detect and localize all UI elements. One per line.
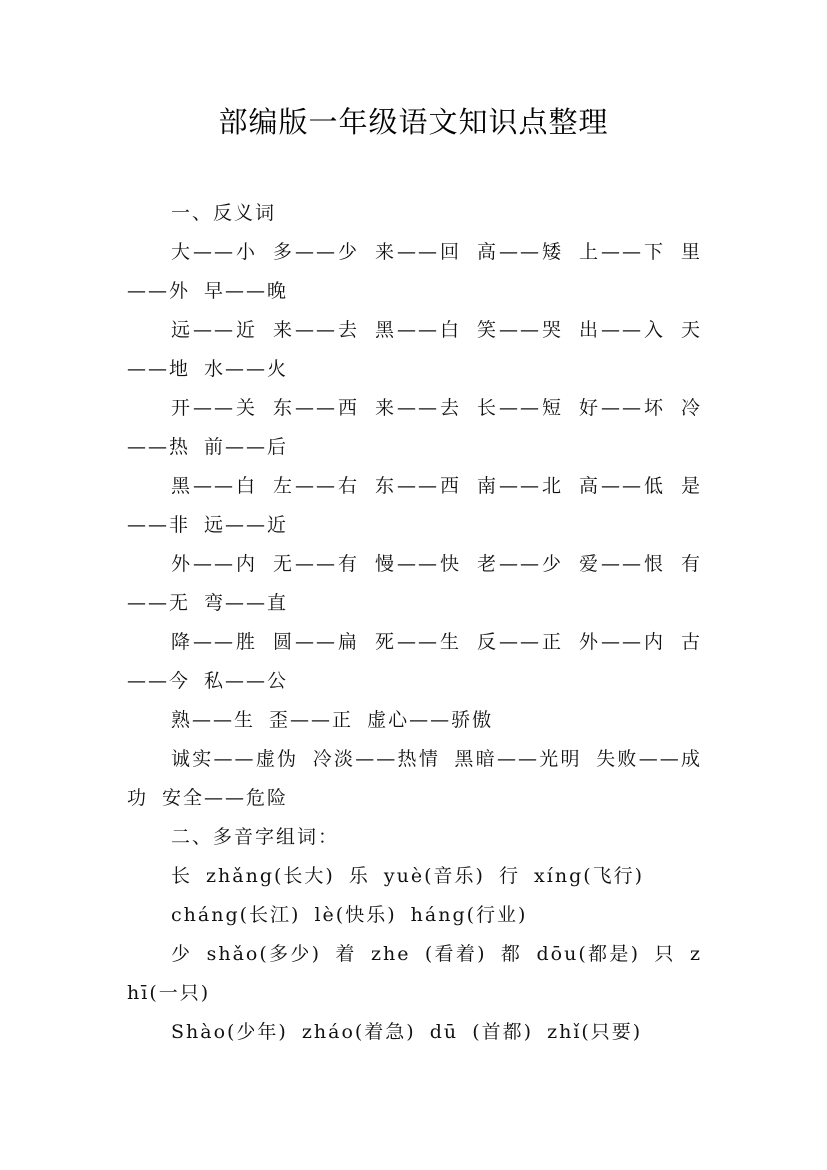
document-body	[127, 194, 702, 1052]
antonym-paragraph: 开——关 东——西 来——去 长——短 好——坏 冷——热 前——后	[127, 397, 702, 458]
antonym-paragraph: 大——小 多——少 来——回 高——矮 上——下 里——外 早——晚	[127, 241, 702, 302]
antonym-paragraph: 降——胜 圆——扁 死——生 反——正 外——内 古——今 私——公	[127, 631, 702, 692]
section-heading-polyphones: 二、多音字组词：	[171, 826, 340, 848]
antonym-paragraph: 诚实——虚伪 冷淡——热情 黑暗——光明 失败——成功 安全——危险	[127, 748, 702, 809]
document-title: 部编版一年级语文知识点整理	[218, 105, 609, 139]
antonym-paragraph: 黑——白 左——右 东——西 南——北 高——低 是——非 远——近	[127, 475, 702, 536]
polyphone-paragraph: 长 zhǎng(长大) 乐 yuè(音乐) 行 xíng(飞行)	[171, 865, 645, 887]
polyphone-paragraph: Shào(少年) zháo(着急) dū (首都) zhǐ(只要)	[171, 1021, 643, 1043]
polyphone-paragraph: 少 shǎo(多少) 着 zhe (看着) 都 dōu(都是) 只 zhī(一只)	[127, 943, 702, 1004]
polyphone-paragraph: cháng(长江) lè(快乐) háng(行业)	[171, 904, 528, 926]
antonym-paragraph: 熟——生 歪——正 虚心——骄傲	[171, 709, 494, 731]
section-heading-antonyms: 一、反义词	[171, 202, 277, 224]
antonym-paragraph: 外——内 无——有 慢——快 老——少 爱——恨 有——无 弯——直	[127, 553, 702, 614]
antonym-paragraph: 远——近 来——去 黑——白 笑——哭 出——入 天——地 水——火	[127, 319, 702, 380]
